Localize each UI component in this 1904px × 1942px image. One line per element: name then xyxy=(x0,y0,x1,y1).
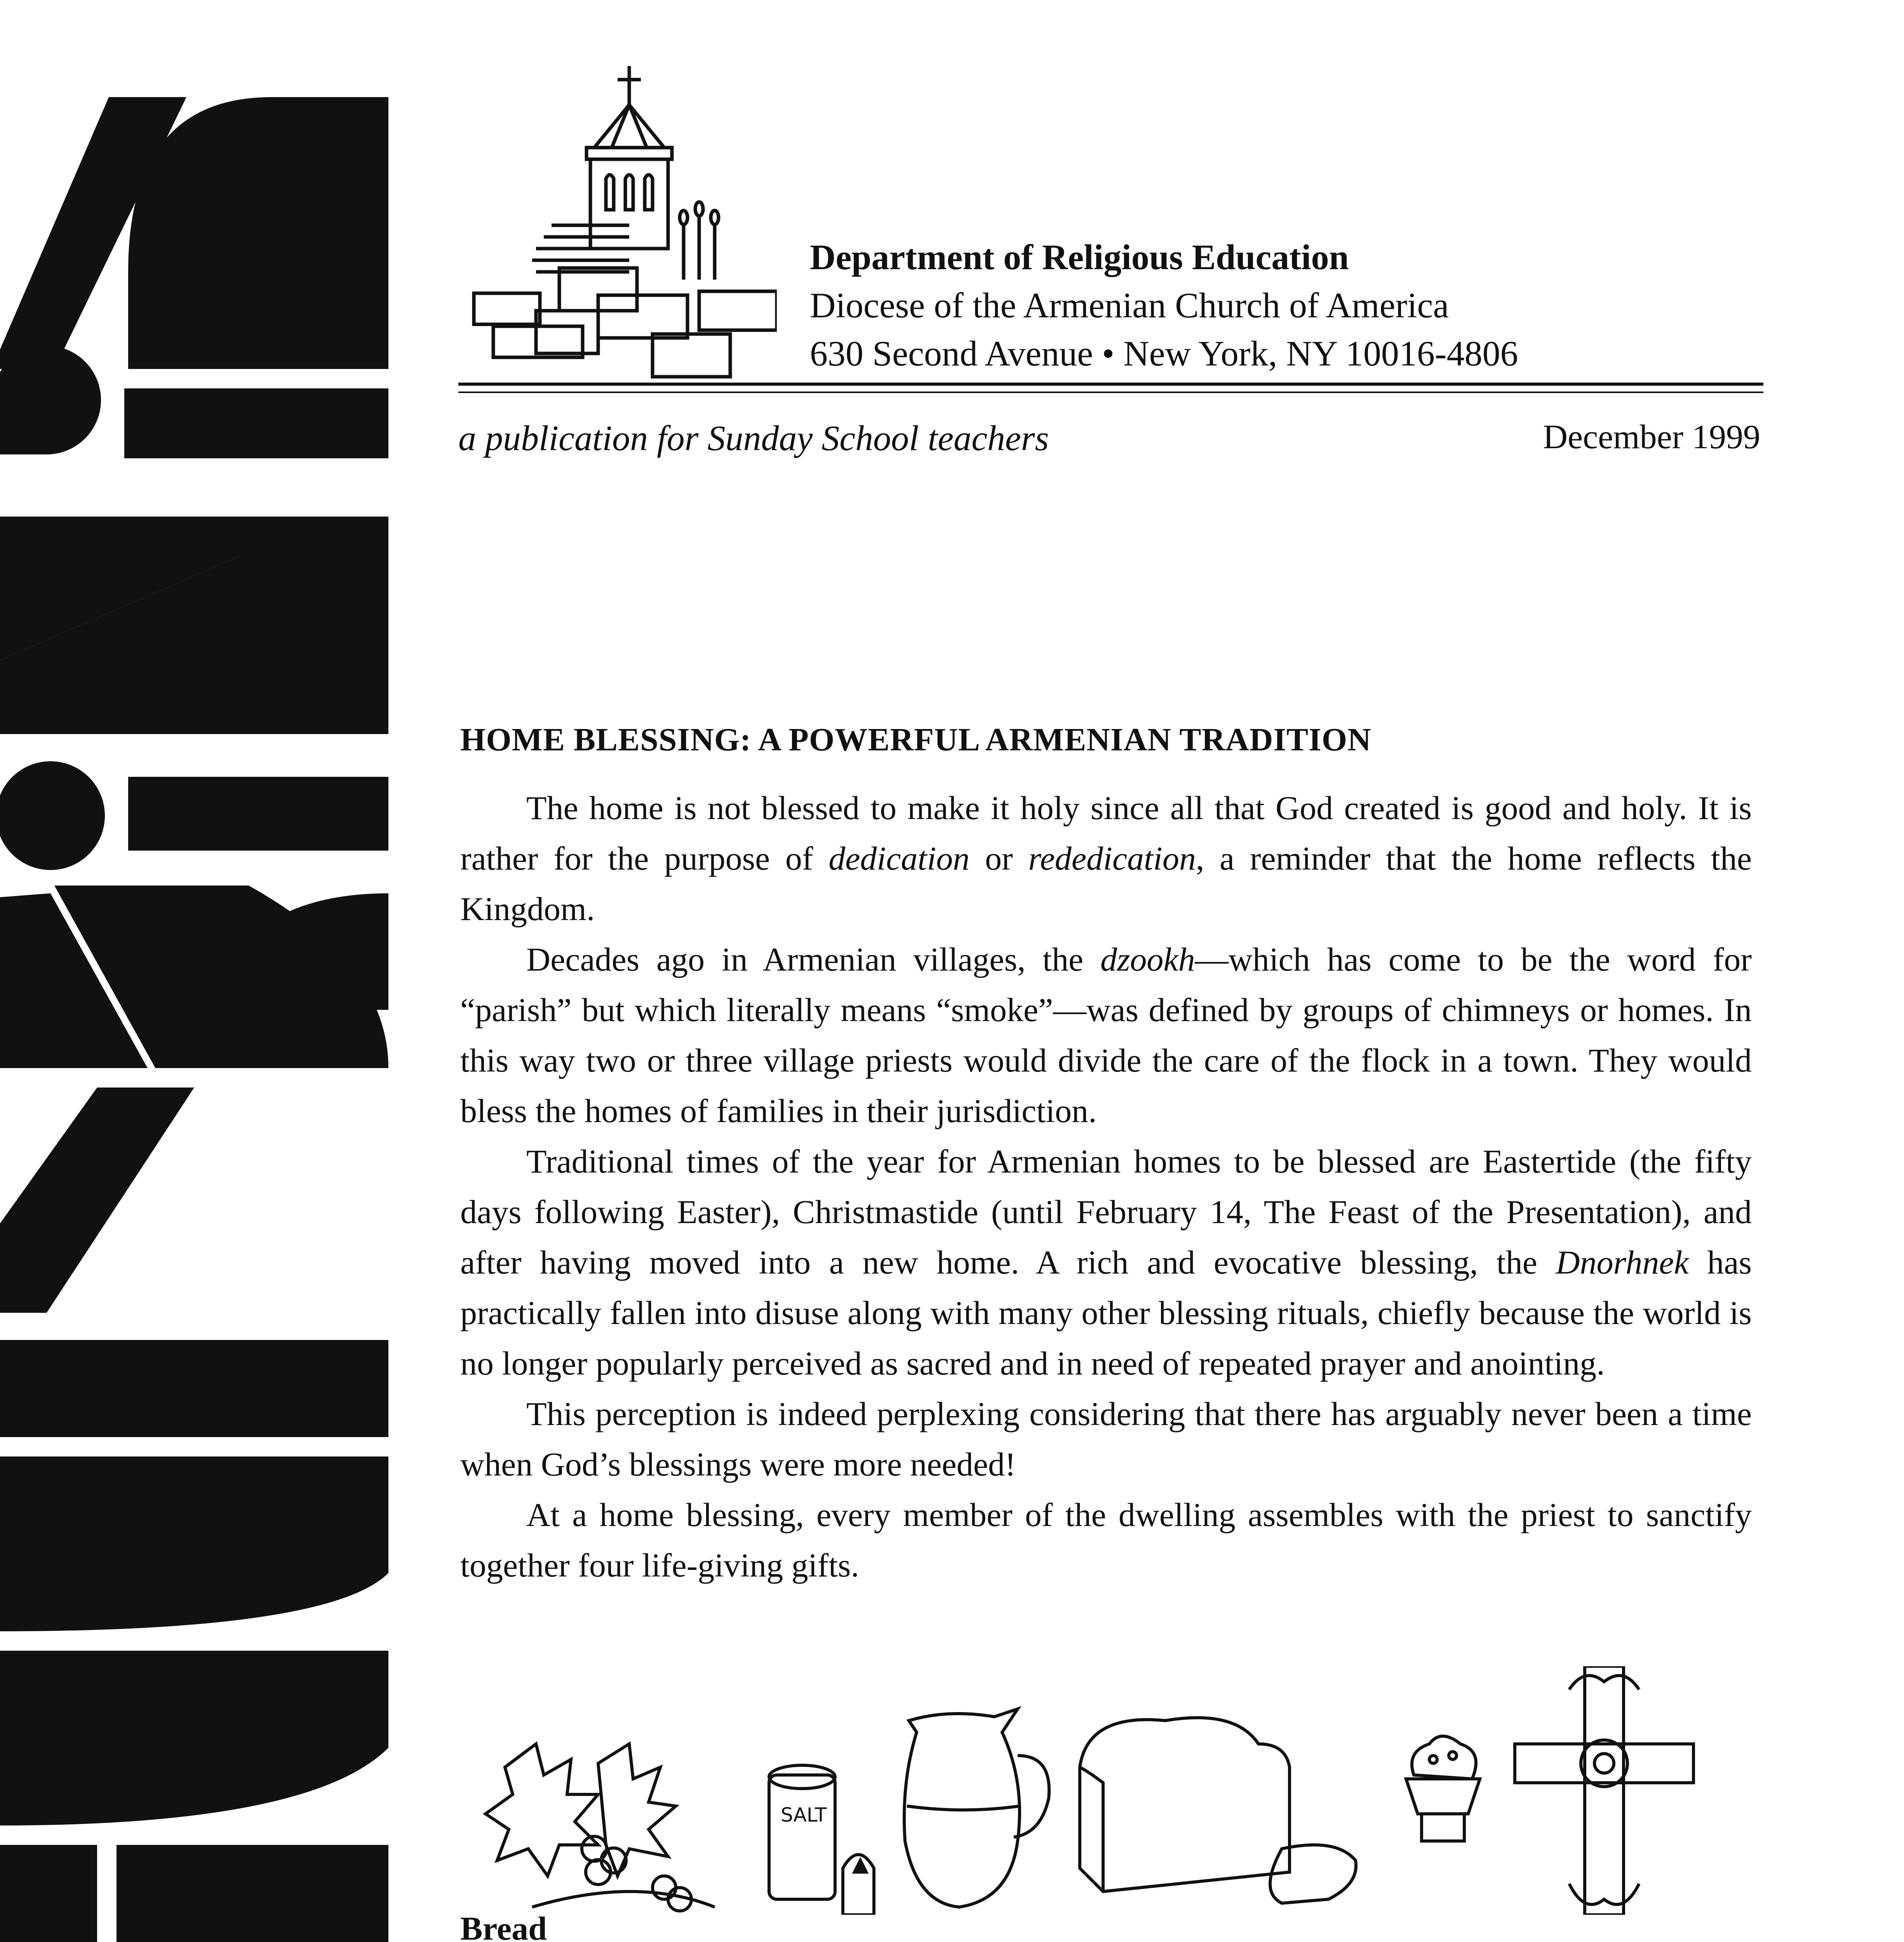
paragraph-4: This perception is indeed perplexing considering that there has arguably never been a time when God’s blessings were more needed! xyxy=(460,1395,1752,1483)
header-rule-thick xyxy=(458,383,1763,386)
gifts-sections xyxy=(460,1903,1752,1942)
salt-shaker-icon xyxy=(769,1765,874,1915)
candle-icon xyxy=(1406,1736,1480,1841)
p1-italic-rededication: rededication xyxy=(1028,840,1196,877)
blessing-gifts-illustration xyxy=(482,1666,1725,1915)
paragraph-3 xyxy=(460,1136,1752,1389)
header-rule-thin xyxy=(458,392,1763,393)
salt-label: SALT xyxy=(781,1804,827,1826)
p1-text-c: or xyxy=(969,840,1029,877)
article-body xyxy=(460,715,1752,1590)
cross-icon xyxy=(1515,1666,1693,1915)
bread-heading: Bread xyxy=(460,1910,547,1942)
paragraph-2 xyxy=(460,934,1752,1136)
holly-icon xyxy=(486,1744,715,1911)
publication-tagline: a publication for Sunday School teachers xyxy=(458,418,1049,458)
article-headline: HOME BLESSING: A POWERFUL ARMENIAN TRADITION xyxy=(460,722,1371,758)
p1-text-a: The home is not blessed to make it holy since all that God created is good and holy. It is rather for the purpose of xyxy=(460,789,1752,877)
department-name: Department of Religious Education xyxy=(810,237,1349,277)
p3-text-a: Traditional times of the year for Armenian homes to be blessed are Eastertide (the fifty days following Easter), Christmastide (until February 14, The Feast of the Presentation), and after having moved into a new home. A rich and evocative blessing, the xyxy=(460,1143,1752,1281)
p1-italic-dedication: dedication xyxy=(828,840,970,877)
paragraph-5: At a home blessing, every member of the dwelling assembles with the priest to sanctify together four life-giving gifts. xyxy=(460,1496,1752,1584)
issue-date: December 1999 xyxy=(1543,418,1760,456)
organization-block xyxy=(810,233,1518,378)
pitcher-icon xyxy=(904,1709,1049,1907)
paragraph-1 xyxy=(460,783,1752,934)
p2-italic-dzookh: dzookh xyxy=(1100,941,1195,978)
church-logo-icon xyxy=(466,62,777,381)
bread-loaf-icon xyxy=(1080,1718,1356,1904)
address: 630 Second Avenue • New York, NY 10016-4806 xyxy=(810,334,1518,373)
p1-text-e: , a reminder that the home reflects the Kingdom. xyxy=(460,840,1752,927)
tradition-masthead xyxy=(0,0,392,1942)
p2-text-a: Decades ago in Armenian villages, the xyxy=(526,941,1100,978)
p2-text-c: —which has come to be the word for “parish” but which literally means “smoke”—was defined by groups of chimneys or homes. In this way two or three village priests would divide the care of the flock in a town. They would bless the homes of families in their jurisdiction. xyxy=(460,941,1752,1129)
diocese-name: Diocese of the Armenian Church of America xyxy=(810,285,1449,325)
p3-text-c: has practically fallen into disuse along with many other blessing rituals, chiefly because the world is no longer popularly perceived as sacred and in need of repeated prayer and anointing. xyxy=(460,1244,1752,1382)
p3-italic-dnorhnek: Dnorhnek xyxy=(1556,1244,1689,1281)
